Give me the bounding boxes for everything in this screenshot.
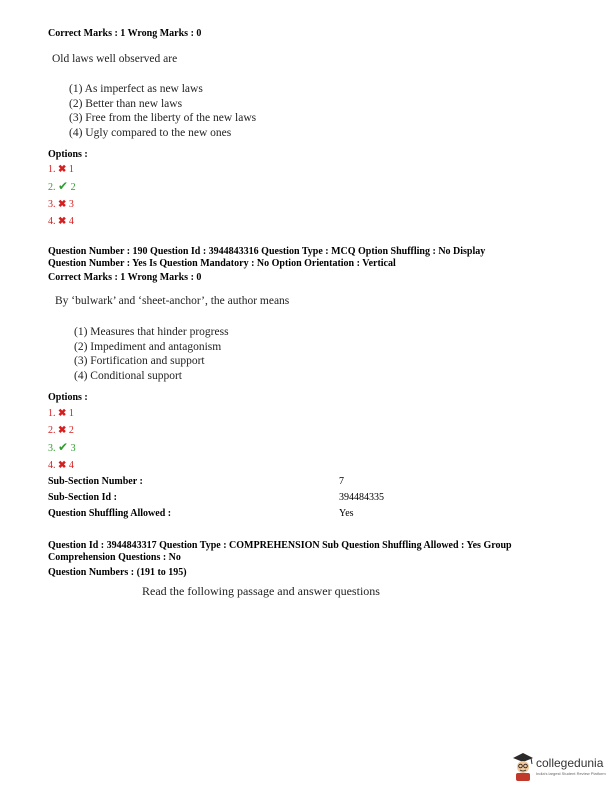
marks-line-2: Correct Marks : 1 Wrong Marks : 0 — [48, 272, 202, 283]
option-row: 2. ✖ 2 — [48, 425, 74, 436]
options-label-1: Options : — [48, 149, 88, 160]
cross-icon: ✖ — [58, 164, 67, 175]
cross-icon: ✖ — [58, 216, 67, 227]
option-row: 3. ✔ 3 — [48, 440, 76, 454]
logo-wordmark: collegedunia — [536, 756, 604, 770]
collegedunia-logo — [511, 752, 609, 782]
cross-icon: ✖ — [58, 460, 67, 471]
logo-tagline: India's largest Student Review Platform — [536, 771, 606, 776]
option-row: 2. ✔ 2 — [48, 179, 76, 193]
option-row: 1. ✖ 1 — [48, 164, 74, 175]
choice-3: (3) Fortification and support — [74, 355, 205, 367]
option-row: 4. ✖ 4 — [48, 460, 74, 471]
question-header-line-2: Question Number : Yes Is Question Mandatory : No Option Orientation : Vertical — [48, 258, 396, 269]
choice-3: (3) Free from the liberty of the new laws — [69, 112, 257, 124]
question-text-1: Old laws well observed are — [52, 53, 178, 65]
subsection-number-value: 7 — [339, 476, 344, 487]
options-label-2: Options : — [48, 392, 88, 403]
choice-4: (4) Conditional support — [74, 369, 182, 382]
choice-2: (2) Better than new laws — [69, 97, 183, 110]
option-row: 3. ✖ 3 — [48, 199, 74, 210]
choice-2: (2) Impediment and antagonism — [74, 340, 222, 353]
cross-icon: ✖ — [58, 408, 67, 419]
choice-list-1 — [69, 82, 256, 140]
question-numbers-line: Question Numbers : (191 to 195) — [48, 567, 187, 578]
check-icon: ✔ — [58, 440, 69, 454]
shuffle-value: Yes — [339, 508, 354, 519]
question-text-2: By ‘bulwark’ and ‘sheet-anchor’, the author means — [55, 295, 290, 307]
cross-icon: ✖ — [58, 199, 67, 210]
subsection-id-value: 394484335 — [339, 492, 384, 503]
passage-instruction: Read the following passage and answer questions — [142, 584, 380, 598]
mascot-icon — [511, 752, 535, 782]
comprehension-header-line-1: Question Id : 3944843317 Question Type : COMPREHENSION Sub Question Shuffling Allowed : Yes Group — [48, 540, 512, 551]
choice-4: (4) Ugly compared to the new ones — [69, 126, 232, 139]
options-list-1 — [48, 161, 76, 230]
choice-1: (1) Measures that hinder progress — [74, 326, 229, 338]
comprehension-header-line-2: Comprehension Questions : No — [48, 552, 181, 563]
options-list-2 — [48, 405, 76, 474]
option-row: 1. ✖ 1 — [48, 408, 74, 419]
subsection-id-label: Sub-Section Id : — [48, 492, 117, 503]
shuffle-label: Question Shuffling Allowed : — [48, 508, 172, 519]
choice-1: (1) As imperfect as new laws — [69, 83, 203, 95]
choice-list-2 — [74, 325, 229, 383]
cross-icon: ✖ — [58, 425, 67, 436]
check-icon: ✔ — [58, 179, 69, 193]
marks-line-1: Correct Marks : 1 Wrong Marks : 0 — [48, 28, 202, 39]
option-row: 4. ✖ 4 — [48, 216, 74, 227]
subsection-number-label: Sub-Section Number : — [48, 476, 143, 487]
question-header-line-1: Question Number : 190 Question Id : 3944843316 Question Type : MCQ Option Shuffling : No Display — [48, 246, 486, 257]
